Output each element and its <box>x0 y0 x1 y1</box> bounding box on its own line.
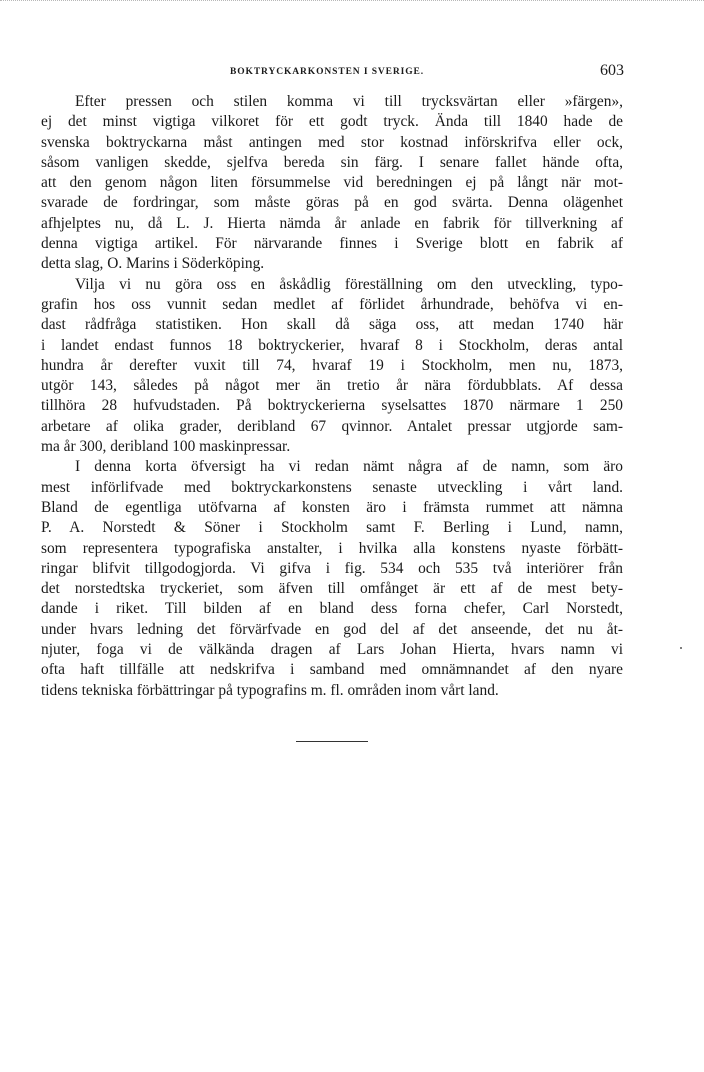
text-line: under hvars ledning det förvärfvade en god del af det anseende, det nu åt- <box>41 620 623 638</box>
text-line: I denna korta öfversigt ha vi redan nämt några af de namn, som äro <box>75 458 623 476</box>
page-number: 603 <box>600 62 624 79</box>
text-line: mest införlifvade med boktryckarkonstens senaste utveckling i vårt land. <box>41 478 623 496</box>
paragraph-printing-houses <box>41 457 623 701</box>
text-line: svarade de fordringar, som måste göras på en god svärta. Denna olägenhet <box>41 194 623 212</box>
text-line: detta slag, O. Marins i Söderköping. <box>41 255 265 273</box>
text-line: dande i riket. Till bilden af en bland dess forna chefer, Carl Norstedt, <box>41 600 623 618</box>
text-line: såsom vanligen skedde, sjelfva bereda sin färg. I senare fallet hände ofta, <box>41 153 623 171</box>
text-line: hundra år derefter vuxit till 74, hvaraf 19 i Stockholm, men nu, 1873, <box>41 356 623 374</box>
paragraph-statistics <box>41 275 623 458</box>
text-line: som representera typografiska anstalter, i hvilka alla konstens nyaste förbätt- <box>41 539 623 557</box>
section-end-rule <box>296 741 368 742</box>
text-line: grafin hos oss vunnit sedan medlet af förlidet århundrade, behöfva vi en- <box>41 295 623 313</box>
text-line: att den genom någon liten försummelse vid beredningen ej på långt när mot- <box>41 174 623 192</box>
paragraph-printing-ink <box>41 92 623 275</box>
text-line: njuter, foga vi de välkända dragen af Lars Johan Hierta, hvars namn vi <box>41 641 623 659</box>
text-line: Bland de egentliga utöfvarna af konsten äro i främsta rummet att nämna <box>41 498 623 516</box>
text-line: tillhöra 28 hufvudstaden. På boktryckerierna syselsattes 1870 närmare 1 250 <box>41 397 623 415</box>
running-head <box>40 62 624 82</box>
text-line: ringar blifvit tillgodogjorda. Vi gifva i fig. 534 och 535 två interiörer från <box>41 559 623 577</box>
text-line: arbetare af olika grader, deribland 67 qvinnor. Antalet pressar utgjorde sam- <box>41 417 623 435</box>
text-line: P. A. Norstedt & Söner i Stockholm samt F. Berling i Lund, namn, <box>41 519 623 537</box>
text-line: tidens tekniska förbättringar på typografins m. fl. områden inom vårt land. <box>41 681 499 699</box>
running-title: BOKTRYCKARKONSTEN I SVERIGE. <box>230 67 425 77</box>
text-line: denna vigtiga artikel. För närvarande finnes i Sverige blott en fabrik af <box>41 235 623 253</box>
scan-top-edge <box>0 0 704 7</box>
body-text <box>41 92 623 701</box>
text-line: Efter pressen och stilen komma vi till trycksvärtan eller »färgen», <box>75 93 623 110</box>
text-line: ofta haft tillfälle att nedskrifva i samband med omnämnandet af den nyare <box>41 661 623 679</box>
text-line: dast rådfråga statistiken. Hon skall då säga oss, att medan 1740 här <box>41 316 623 334</box>
text-line: ma år 300, deribland 100 maskinpressar. <box>41 438 291 456</box>
text-line: Vilja vi nu göra oss en åskådlig föreställning om den utveckling, typo- <box>75 275 623 293</box>
text-line: det norstedtska tryckeriet, som äfven till omfånget är ett af de mest bety- <box>41 580 623 598</box>
text-line: i landet endast funnos 18 boktryckerier, hvaraf 8 i Stockholm, deras antal <box>41 336 623 354</box>
text-line: utgör 143, således på något mer än tretio år nära fördubblats. Af dessa <box>41 377 623 395</box>
print-speck <box>680 647 682 649</box>
text-line: ej det minst vigtiga vilkoret för ett godt tryck. Ända till 1840 hade de <box>41 113 623 131</box>
text-line: svenska boktryckarna måst antingen med stor kostnad införskrifva eller ock, <box>41 133 623 151</box>
text-line: afhjelptes nu, då L. J. Hierta nämda år anlade en fabrik för tillverkning af <box>41 214 623 232</box>
